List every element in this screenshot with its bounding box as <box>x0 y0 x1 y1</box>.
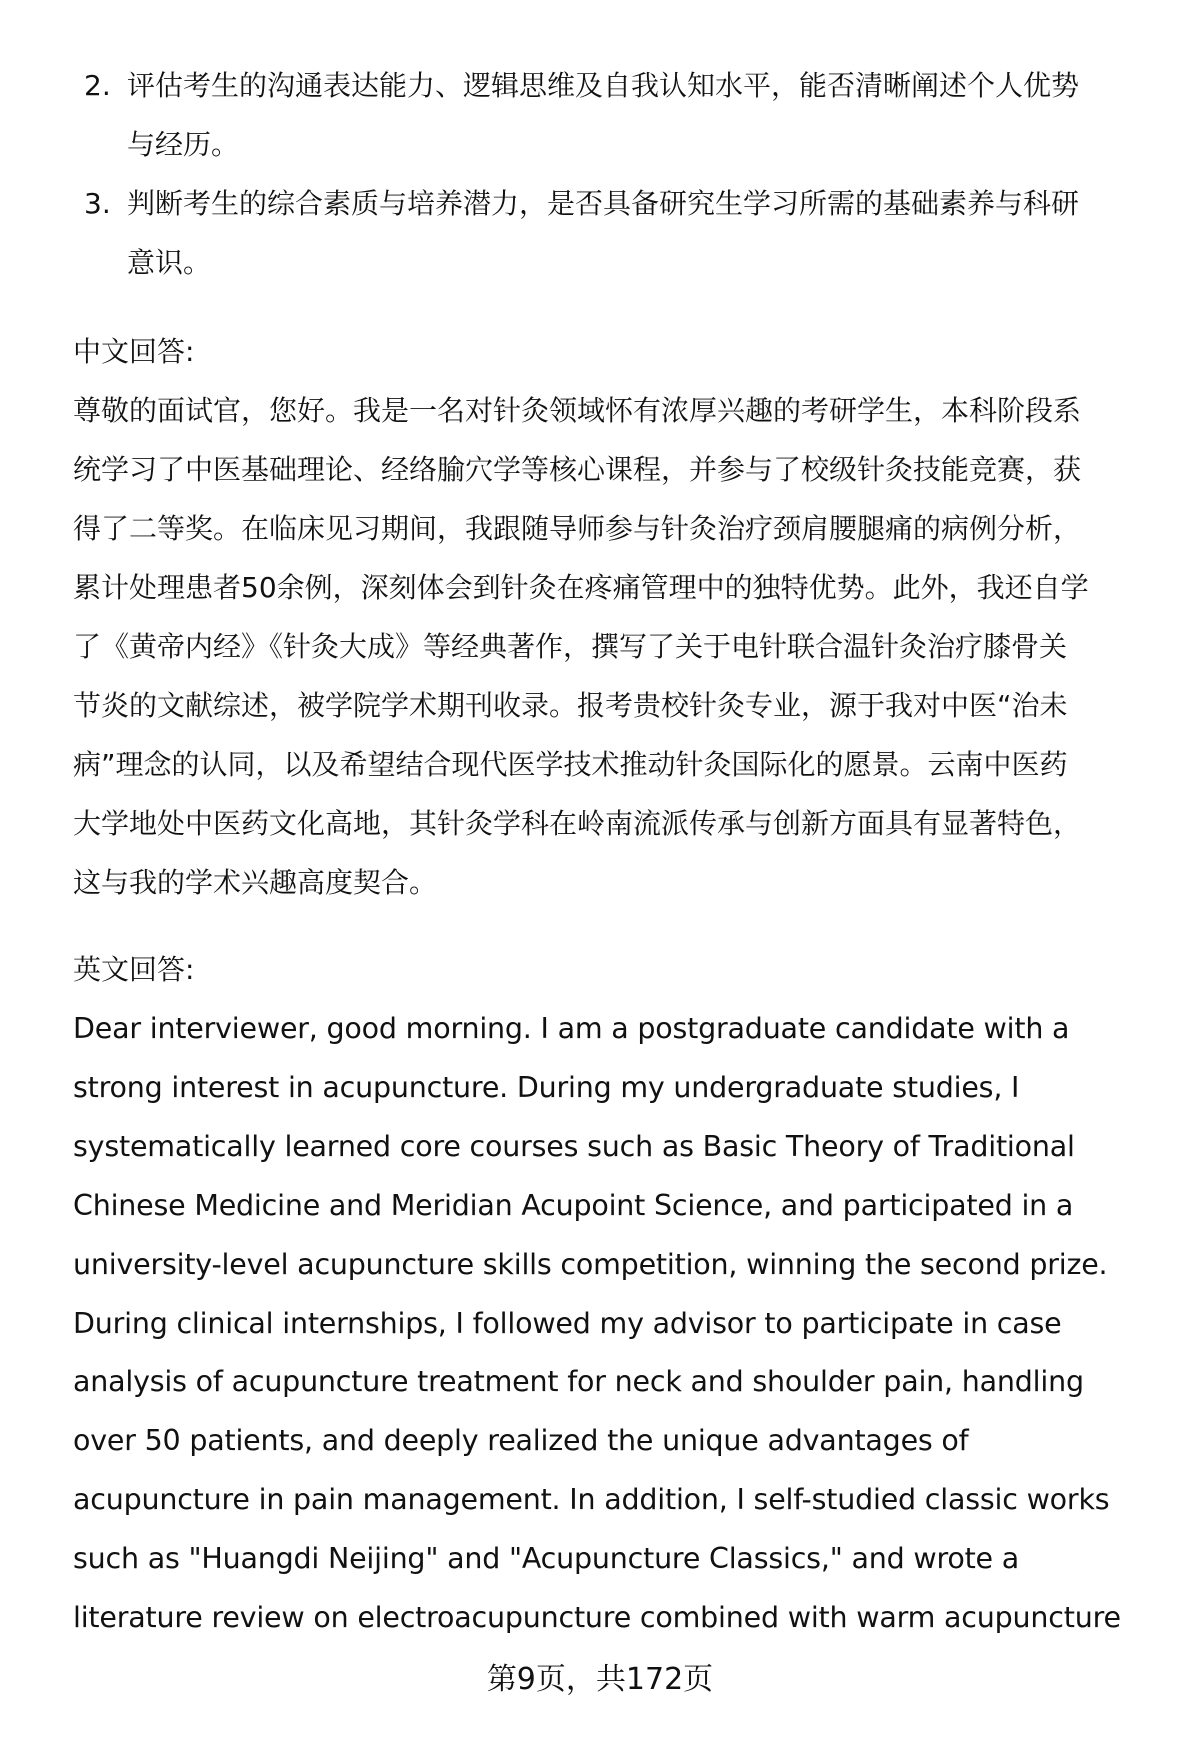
paragraph-line: systematically learned core courses such as Basic Theory of Traditional <box>73 1129 1075 1163</box>
paragraph-line: such as "Huangdi Neijing" and "Acupuncture Classics," and wrote a <box>73 1542 1020 1576</box>
paragraph-line: 这与我的学术兴趣高度契合。 <box>73 866 438 899</box>
paragraph-line: During clinical internships, I followed my advisor to participate in case <box>73 1306 1062 1340</box>
paragraph-line: Dear interviewer, good morning. I am a postgraduate candidate with a <box>73 1012 1070 1045</box>
paragraph-line: 病”理念的认同，以及希望结合现代医学技术推动针灸国际化的愿景。云南中医药 <box>73 748 1068 781</box>
paragraph-line: 累计处理患者50余例，深刻体会到针灸在疼痛管理中的独特优势。此外，我还自学 <box>73 571 1089 604</box>
paragraph-line: acupuncture in pain management. In addition, I self-studied classic works <box>73 1483 1110 1517</box>
paragraph-line: 得了二等奖。在临床见习期间，我跟随导师参与针灸治疗颈肩腰腿痛的病例分析， <box>73 512 1082 545</box>
paragraph-line: 尊敬的面试官，您好。我是一名对针灸领域怀有浓厚兴趣的考研学生，本科阶段系 <box>73 394 1082 427</box>
list-item-text: 判断考生的综合素质与培养潜力，是否具备研究生学习所需的基础素养与科研 <box>127 187 1080 220</box>
section-heading: 中文回答: <box>73 335 195 368</box>
list-item-text: 与经历。 <box>127 128 240 161</box>
page-number: 第9页，共172页 <box>486 1662 714 1697</box>
paragraph-line: 节炎的文献综述，被学院学术期刊收录。报考贵校针灸专业，源于我对中医“治未 <box>73 689 1068 722</box>
paragraph-line: literature review on electroacupuncture combined with warm acupuncture <box>73 1601 1121 1634</box>
paragraph-line: 了《黄帝内经》《针灸大成》等经典著作，撰写了关于电针联合温针灸治疗膝骨关 <box>73 630 1068 663</box>
paragraph-line: over 50 patients, and deeply realized the unique advantages of <box>73 1424 969 1458</box>
paragraph-line: 大学地处中医药文化高地，其针灸学科在岭南流派传承与创新方面具有显著特色， <box>73 807 1082 840</box>
list-item-text: 意识。 <box>127 246 212 279</box>
list-number: 2. <box>84 69 111 102</box>
paragraph-line: Chinese Medicine and Meridian Acupoint Science, and participated in a <box>73 1188 1074 1222</box>
paragraph-line: university-level acupuncture skills competition, winning the second prize. <box>73 1247 1108 1281</box>
paragraph-line: 统学习了中医基础理论、经络腧穴学等核心课程，并参与了校级针灸技能竞赛，获 <box>73 453 1082 486</box>
section-heading: 英文回答: <box>73 953 195 986</box>
paragraph-line: strong interest in acupuncture. During my undergraduate studies, I <box>73 1070 1020 1104</box>
paragraph-line: analysis of acupuncture treatment for neck and shoulder pain, handling <box>73 1365 1084 1399</box>
list-number: 3. <box>84 187 111 220</box>
list-item-text: 评估考生的沟通表达能力、逻辑思维及自我认知水平，能否清晰阐述个人优势 <box>127 69 1080 102</box>
